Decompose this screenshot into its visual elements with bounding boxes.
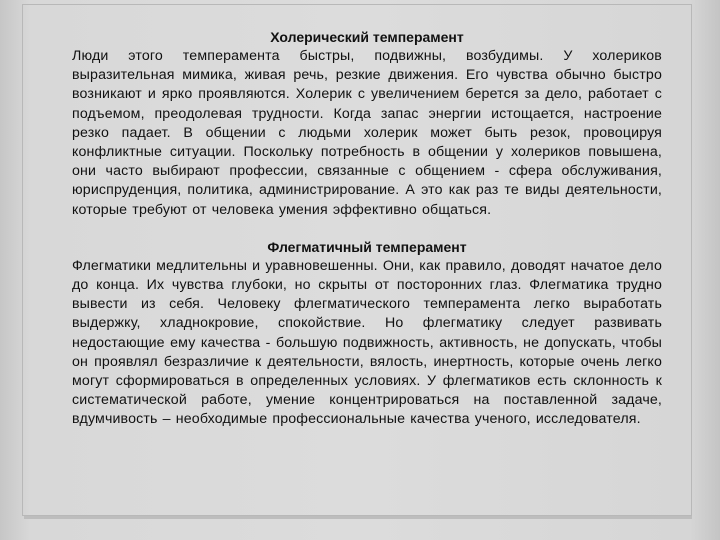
choleric-text: Люди этого темперамента быстры, подвижны, возбудимы. У холериков выразительная мимика, живая речь, резкие движения. Его чувства обычно быстро возникают и ярко проявляются. Холерик с увеличением берется за дело, работает с подъемом, преодолевая трудности. Когда запас энергии истощается, настроение резко падает. В общении с людьми холерик может быть резок, провоцируя конфликтные ситуации. Поскольку потребность в общении у холериков повышена, они часто выбирают профессии, связанные с общением - сфера обслуживания, юриспруденция, политика, администрирование. А это как раз те виды деятельности, которые требуют от человека умения эффективно общаться. [72, 48, 662, 218]
phlegmatic-section [72, 238, 662, 430]
phlegmatic-heading: Флегматичный темперамент [267, 238, 467, 255]
choleric-heading: Холерический темперамент [270, 29, 464, 45]
phlegmatic-text: Флегматики медлительны и уравновешенны. Они, как правило, доводят начатое дело до конца. Их чувства глубоки, но скрыты от посторонних глаз. Флегматика трудно вывести из себя. Человеку флегматического темперамента легко выработать выдержку, хладнокровие, спокойствие. Но флегматику следует развивать недостающие ему качества - большую подвижность, активность, не допускать, чтобы он проявлял безразличие к деятельности, вялость, инертность, которые очень легко могут сформироваться в определенных условиях. У флегматиков есть склонность к систематической работе, умение концентрироваться на поставленной задаче, вдумчивость – необходимые профессиональные качества ученого, исследователя. [72, 257, 662, 428]
frame-shadow [24, 516, 692, 519]
section-spacer [72, 220, 662, 238]
slide-content [72, 28, 662, 430]
choleric-section [72, 28, 662, 220]
